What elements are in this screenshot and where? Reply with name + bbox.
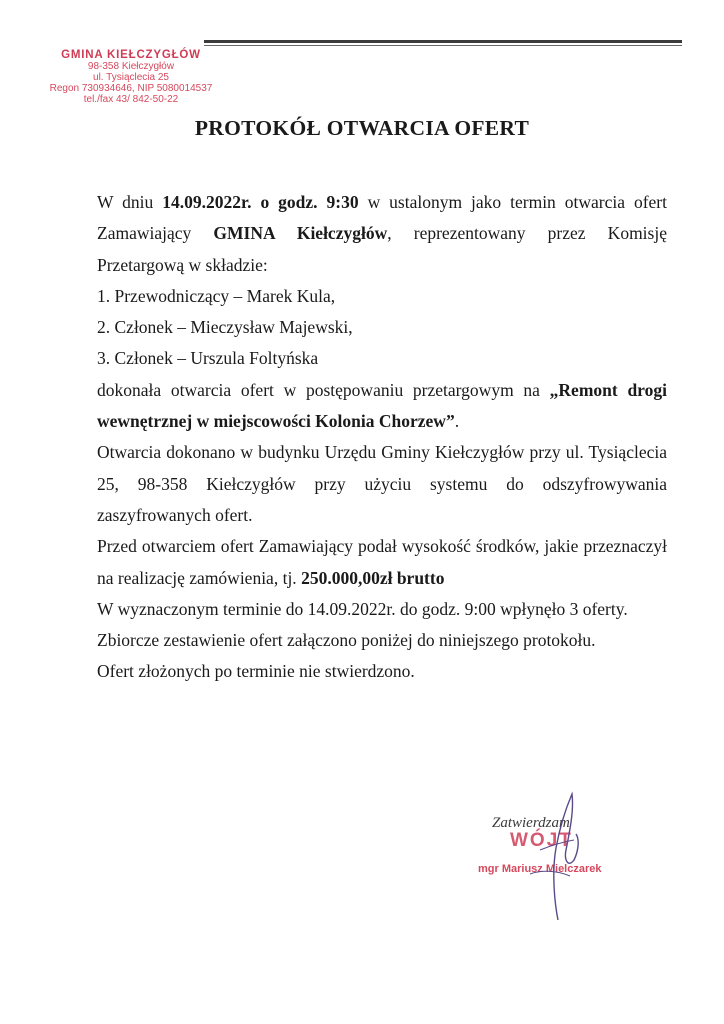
budget-amount: 250.000,00zł brutto: [301, 567, 445, 588]
p4-text-a: Przed otwarciem ofert Zamawiający podał wysokość środków, jakie przeznaczył na realizację zamówienia, tj.: [97, 536, 667, 588]
document-title: PROTOKÓŁ OTWARCIA OFERT: [194, 116, 530, 140]
procurement-title: „Remont drogi wewnętrznej w miejscowości Kolonia Chorzew”: [97, 379, 667, 432]
p2-text-b: .: [454, 411, 460, 432]
contracting-authority: GMINA Kiełczygłów: [213, 223, 388, 244]
p1-text-a: W dniu: [97, 192, 163, 212]
approval-text: Zatwierdzam: [492, 815, 570, 831]
stamp-street: ul. Tysiąclecia 25: [93, 72, 169, 83]
committee-member-2: 2. Członek – Mieczysław Majewski,: [97, 317, 353, 338]
p1-text-c: , reprezentowany przez Komisję Przetargową w składzie:: [97, 223, 667, 275]
p1-text-b: w ustalonym jako termin otwarcia ofert Zamawiający: [97, 192, 667, 244]
signatory-name: mgr Mariusz Mielczarek: [478, 863, 602, 875]
stamp-phone: tel./fax 43/ 842-50-22: [83, 94, 179, 105]
opening-datetime: 14.09.2022r. o godz. 9:30: [162, 192, 359, 212]
municipality-stamp: [36, 50, 226, 105]
paragraph-summary: Zbiorcze zestawienie ofert załączono poniżej do niniejszego protokołu.: [97, 630, 596, 651]
header-rule: [204, 40, 682, 46]
document-body: [97, 187, 667, 688]
paragraph-offers-count: W wyznaczonym terminie do 14.09.2022r. do godz. 9:00 wpłynęło 3 oferty.: [97, 598, 628, 619]
paragraph-budget: [97, 531, 667, 594]
stamp-ids: Regon 730934646, NIP 5080014537: [49, 83, 213, 94]
committee-member-3: 3. Członek – Urszula Foltyńska: [97, 348, 319, 369]
paragraph-opening: [97, 187, 667, 281]
approval-signature: [470, 790, 650, 930]
stamp-title: GMINA KIEŁCZYGŁÓW: [61, 49, 201, 61]
paragraph-late-offers: Ofert złożonych po terminie nie stwierdzono.: [97, 661, 415, 682]
wojt-stamp: WÓJT: [510, 830, 573, 851]
paragraph-procedure: [97, 375, 667, 438]
paragraph-location: Otwarcia dokonano w budynku Urzędu Gminy Kiełczygłów przy ul. Tysiąclecia 25, 98-358 Kiełczygłów przy użyciu systemu do odszyfrowywania zaszyfrowanych ofert.: [97, 442, 667, 525]
committee-member-1: 1. Przewodniczący – Marek Kula,: [97, 285, 336, 306]
p2-text-a: dokonała otwarcia ofert w postępowaniu przetargowym na: [97, 379, 550, 400]
stamp-postal: 98-358 Kiełczygłów: [87, 61, 175, 72]
handwritten-signature: [470, 790, 650, 930]
